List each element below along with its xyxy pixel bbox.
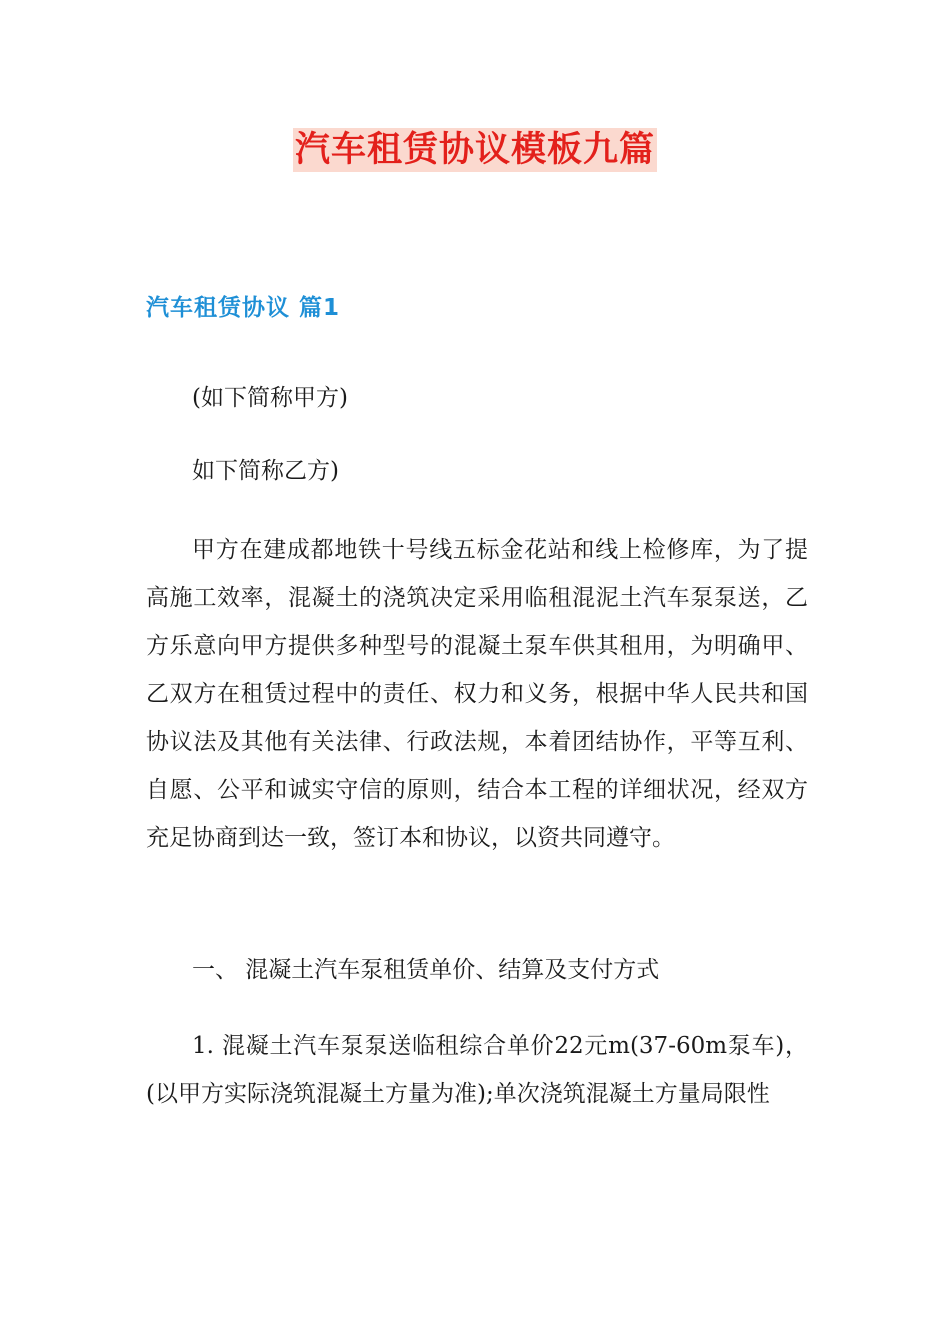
paragraph-clause-heading: 一、 混凝土汽车泵租赁单价、结算及支付方式 [192,957,660,983]
paragraph-party-b: 如下简称乙方) [192,458,339,484]
section-heading: 汽车租赁协议 篇1 [146,295,341,321]
paragraph-preamble: 甲方在建成都地铁十号线五标金花站和线上检修库，为了提高施工效率，混凝土的浇筑决定采用临租混泥土汽车泵泵送，乙方乐意向甲方提供多种型号的混凝土泵车供其租用，为明确甲、乙双方在租赁过程中的责任、权力和义务，根据中华人民共和国协议法及其他有关法律、行政法规，本着团结协作，平等互利、自愿、公平和诚实守信的原则，结合本工程的详细状况，经双方充足协商到达一致，签订本和协议，以资共同遵守。 [146,537,808,851]
document-title-text: 汽车租赁协议模板九篇 [294,130,655,170]
paragraph-party-a: (如下简称甲方) [192,385,348,411]
paragraph-clause-1: 1. 混凝土汽车泵泵送临租综合单价22元m(37-60m泵车)，(以甲方实际浇筑混凝土方量为准);单次浇筑混凝土方量局限性 [146,1033,808,1107]
document-title [0,128,950,172]
